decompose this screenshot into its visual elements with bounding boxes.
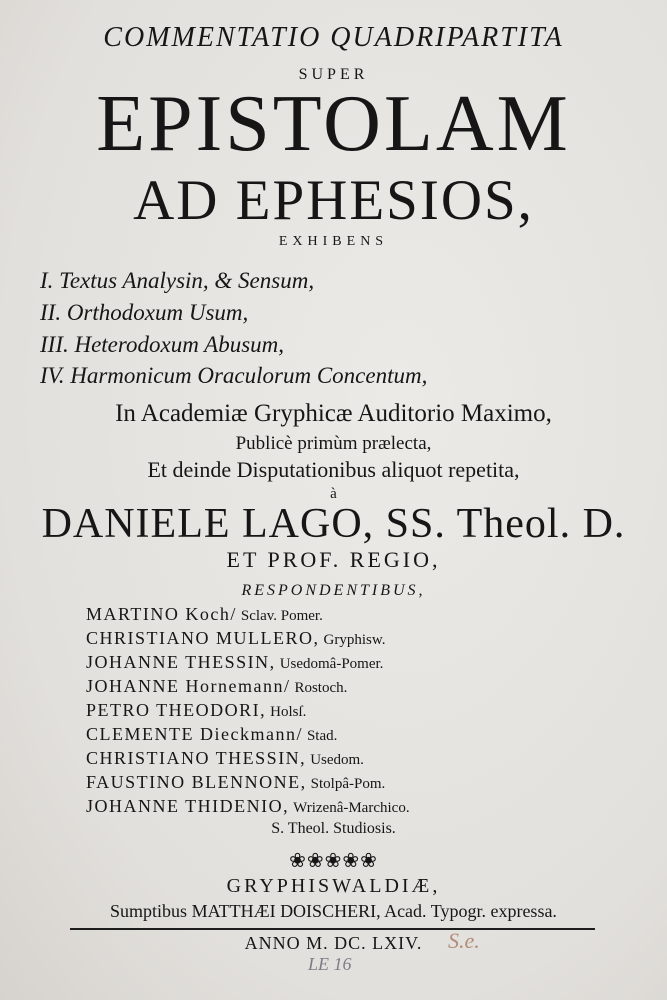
imprint-rule [70, 928, 595, 930]
content-item-3: III. Heterodoxum Abusum, [40, 332, 285, 357]
respondent-place: Wrizenâ-Marchico. [293, 800, 410, 816]
title-line-ad-ephesios: AD EPHESIOS, [133, 169, 534, 232]
respondent-name: PETRO THEODORI, [86, 700, 267, 720]
academy-line-3: Et deinde Disputationibus aliquot repetita, [147, 457, 520, 482]
respondent-place: Sclav. Pomer. [240, 608, 323, 624]
academy-line-2: Publicè primùm prælecta, [235, 433, 432, 454]
respondents-footer: S. Theol. Studiosis. [271, 820, 396, 837]
respondent-row [86, 628, 385, 649]
respondent-name: JOHANNE THIDENIO, [86, 796, 290, 816]
handwritten-shelfmark: LE 16 [308, 954, 352, 974]
floral-ornament-icon: ❀❀❀❀❀ [289, 850, 378, 872]
respondent-row [86, 676, 347, 697]
imprint-printer: Sumptibus MATTHÆI DOISCHERI, Acad. Typogr. expressa. [110, 901, 557, 921]
respondent-name: JOHANNE Hornemann/ [86, 676, 291, 696]
handwritten-note: S.e. [448, 928, 480, 953]
academy-line-4: à [330, 486, 337, 502]
content-item-1: I. Textus Analysin, & Sensum, [40, 268, 315, 293]
imprint-city: GRYPHISWALDIÆ, [226, 875, 441, 897]
author-title: ET PROF. REGIO, [226, 547, 441, 572]
respondent-place: Usedomâ-Pomer. [279, 656, 384, 672]
imprint-year: ANNO M. DC. LXIV. [244, 933, 423, 953]
title-line-epistolam: EPISTOLAM [96, 80, 571, 168]
respondent-place: Gryphisw. [323, 632, 386, 648]
respondent-name: FAUSTINO BLENNONE, [86, 772, 307, 792]
respondent-row [86, 652, 383, 673]
respondent-place: Rostoch. [294, 680, 348, 696]
respondent-name: CHRISTIANO THESSIN, [86, 748, 307, 768]
respondent-row [86, 772, 385, 793]
respondent-row [86, 796, 410, 817]
respondent-place: Usedom. [310, 752, 364, 768]
respondent-name: MARTINO Koch/ [86, 604, 237, 624]
title-line-super: SUPER [298, 66, 369, 83]
content-item-2: II. Orthodoxum Usum, [40, 300, 249, 325]
title-line-exhibens: EXHIBENS [278, 234, 389, 249]
author-name: DANIELE LAGO, SS. Theol. D. [41, 501, 626, 547]
title-line-commentatio: COMMENTATIO QUADRIPARTITA [103, 22, 564, 53]
respondent-row [86, 604, 323, 625]
respondent-name: JOHANNE THESSIN, [86, 652, 276, 672]
respondent-name: CHRISTIANO MULLERO, [86, 628, 320, 648]
respondent-row [86, 700, 306, 721]
respondent-place: Stad. [306, 728, 338, 744]
respondent-place: Holsſ. [270, 704, 307, 720]
respondents-heading: RESPONDENTIBUS, [241, 582, 426, 599]
academy-line-1: In Academiæ Gryphicæ Auditorio Maximo, [115, 400, 552, 427]
respondent-row [86, 748, 364, 769]
respondent-name: CLEMENTE Dieckmann/ [86, 724, 303, 744]
respondent-place: Stolpâ-Pom. [310, 776, 386, 792]
content-item-4: IV. Harmonicum Oraculorum Concentum, [40, 363, 428, 388]
respondent-row [86, 724, 337, 745]
